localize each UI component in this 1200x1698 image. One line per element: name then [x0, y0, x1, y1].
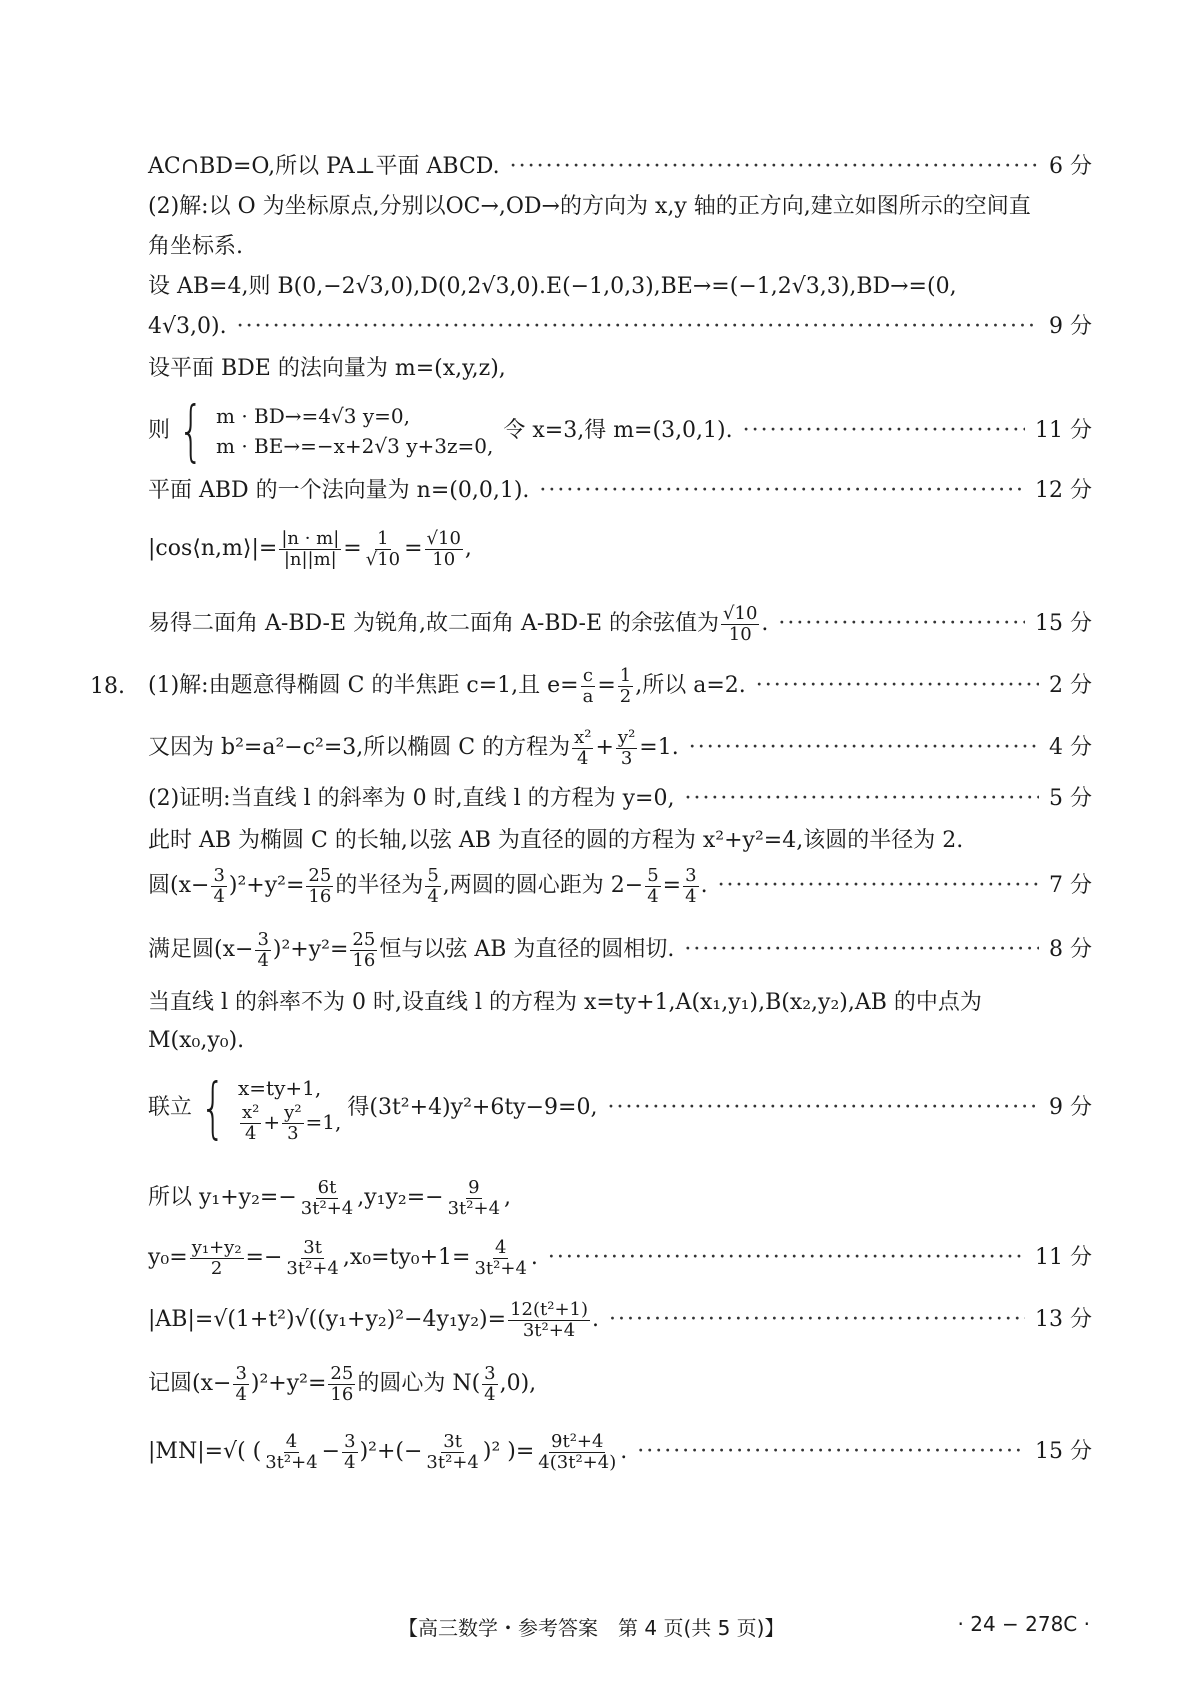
fraction: $\frac{|n \cdot m|}{|n||m|}$ [281, 527, 340, 570]
line-17 [148, 988, 1092, 1018]
line-text: y₀= [148, 1245, 188, 1270]
score: 7 分 [1049, 873, 1092, 898]
leader-dots [609, 1305, 1025, 1335]
line-10: 易得二面角 A-BD-E 为锐角,故二面角 A-BD-E 的余弦值为 $\frac{√10}{10}$ . ····· 15 分 [148, 602, 1092, 646]
line-11: (1)解:由题意得椭圆 C 的半焦距 c=1,且 e= $\frac{c}{a}$ = $\frac{1}{2}$ ,所以 a=2. ····· 2 分 [148, 664, 1092, 708]
fraction: $\frac{25}{16}$ [308, 864, 332, 907]
fraction: $\frac{\text{y²}}{3}$ [617, 726, 636, 769]
line-text: 联立 [148, 1095, 193, 1120]
line-23: 记圆(x− $\frac{3}{4}$ )²+y²= $\frac{25}{16}$ 的圆心为 N( $\frac{3}{4}$ ,0), [148, 1362, 537, 1405]
line-text: 角坐标系. [148, 234, 243, 259]
line-text: M(x₀,y₀). [148, 1028, 245, 1053]
line-22: |AB|=√(1+t²)√((y₁+y₂)²−4y₁y₂)= $\frac{\text{12(t²+1)}}{\text{3t²+4}}$ . ····· 13 分 [148, 1298, 1092, 1342]
line-text: AC∩BD=O,所以 PA⊥平面 ABCD. [148, 154, 500, 179]
leader-dots [548, 1243, 1025, 1273]
question-number: 18. [90, 674, 125, 699]
score: 8 分 [1049, 937, 1092, 962]
fraction: $\frac{25}{16}$ [330, 1362, 354, 1405]
fraction: $\frac{1}{2}$ [619, 664, 632, 707]
score: 11 分 [1035, 418, 1092, 443]
fraction: $\frac{3}{4}$ [235, 1362, 247, 1405]
fraction: $\frac{4}{\text{3t²+4}}$ [474, 1236, 527, 1279]
leader-dots [237, 312, 1039, 342]
line-text: |cos⟨n,m⟩|= [148, 536, 278, 561]
page-footer [0, 1612, 1200, 1646]
score: 9 分 [1049, 1095, 1092, 1120]
fraction: $\frac{6t}{\text{3t²+4}}$ [300, 1176, 354, 1219]
leader-dots [756, 671, 1039, 701]
footer-page-info: 【高三数学・参考答案 第 4 页(共 5 页)】 [398, 1616, 785, 1640]
line-20: 所以 y₁+y₂=− $\frac{6t}{\text{3t²+4}}$ ,y₁y₂=− $\frac{9}{\text{3t²+4}}$ , [148, 1176, 512, 1219]
fraction: $\frac{9}{\text{3t²+4}}$ [447, 1176, 501, 1219]
line-6 [148, 354, 1092, 384]
leader-dots [637, 1437, 1025, 1467]
score: 15 分 [1035, 1439, 1092, 1464]
fraction: $\frac{1}{√10}$ [365, 527, 401, 570]
score: 6 分 [1049, 154, 1092, 179]
fraction: $\frac{5}{4}$ [647, 864, 659, 907]
score: 11 分 [1035, 1245, 1092, 1270]
line-text: 当直线 l 的斜率不为 0 时,设直线 l 的方程为 x=ty+1,A(x₁,y₁),B(x₂,y₂),AB 的中点为 [148, 990, 982, 1015]
leader-dots [607, 1093, 1039, 1123]
score: 4 分 [1049, 735, 1092, 760]
then-label: 则 [148, 418, 171, 443]
line-text: (2)解:以 O 为坐标原点,分别以OC→,OD→的方向为 x,y 轴的正方向,建立如图所示的空间直 [148, 194, 1031, 219]
line-text: (1)解:由题意得椭圆 C 的半焦距 c=1,且 e= [148, 673, 579, 698]
system-row-1: m · BD→=4√3 y=0, [216, 404, 410, 428]
equation-system [192, 1069, 342, 1146]
line-text: 圆(x− [148, 873, 210, 898]
score: 5 分 [1049, 786, 1092, 811]
score: 13 分 [1035, 1307, 1092, 1332]
line-12: 又因为 b²=a²−c²=3,所以椭圆 C 的方程为 $\frac{\text{x²}}{4}$ + $\frac{\text{y²}}{3}$ =1. ····· 4 分 [148, 726, 1092, 770]
line-1 [148, 152, 1092, 182]
leader-dots [778, 609, 1025, 639]
leader-dots [684, 784, 1039, 814]
system-row-2: $\frac{\text{x²}}{4}$ + $\frac{\text{y²}}{3}$ =1, [242, 1101, 342, 1144]
line-14 [148, 826, 1092, 856]
fraction: $\frac{25}{16}$ [352, 928, 376, 971]
leader-dots [510, 152, 1039, 182]
line-19 [148, 1068, 1092, 1148]
fraction: $\frac{3}{4}$ [344, 1430, 356, 1473]
leader-dots [689, 733, 1039, 763]
line-text: 设平面 BDE 的法向量为 m=(x,y,z), [148, 356, 506, 381]
leader-dots [684, 935, 1039, 965]
line-text: 4√3,0). [148, 314, 227, 339]
score: 12 分 [1035, 478, 1092, 503]
line-text: 所以 y₁+y₂=− [148, 1185, 297, 1210]
footer-code: · 24 − 278C · [957, 1612, 1090, 1636]
score: 15 分 [1035, 611, 1092, 636]
fraction: $\frac{3t}{\text{3t²+4}}$ [426, 1430, 479, 1473]
fraction: $\frac{3}{4}$ [213, 864, 225, 907]
line-4 [148, 272, 1092, 302]
line-text: 平面 ABD 的一个法向量为 n=(0,0,1). [148, 478, 530, 503]
left-brace: { [178, 392, 204, 469]
line-cos: |cos⟨n,m⟩|= $\frac{|n \cdot m|}{|n||m|}$ = $\frac{1}{√10}$ = $\frac{√10}{10}$ , [148, 527, 472, 570]
line-text: 满足圆(x− [148, 937, 254, 962]
fraction: $\frac{\text{x²}}{4}$ [574, 726, 592, 769]
leader-dots [743, 416, 1025, 446]
fraction: $\frac{3}{4}$ [257, 928, 269, 971]
fraction: $\frac{3t}{\text{3t²+4}}$ [286, 1236, 339, 1279]
line-8 [148, 476, 1092, 506]
fraction: $\frac{5}{4}$ [427, 864, 439, 907]
line-16: 满足圆(x− $\frac{3}{4}$ )²+y²= $\frac{25}{16}$ 恒与以弦 AB 为直径的圆相切. ····· 8 分 [148, 928, 1092, 972]
line-text: 此时 AB 为椭圆 C 的长轴,以弦 AB 为直径的圆的方程为 x²+y²=4,该圆的半径为 2. [148, 828, 964, 853]
line-15: 圆(x− $\frac{3}{4}$ )²+y²= $\frac{25}{16}$ 的半径为 $\frac{5}{4}$ ,两圆的圆心距为 2− $\frac{5}{4}$ = $\frac{3}{4}$ . ····· 7 分 [148, 864, 1092, 908]
line-text: |AB|=√(1+t²)√((y₁+y₂)²−4y₁y₂)= [148, 1307, 507, 1332]
line-text: 令 x=3,得 m=(3,0,1). [503, 418, 733, 443]
line-text: 得(3t²+4)y²+6ty−9=0, [347, 1095, 598, 1120]
fraction: $\frac{\text{y₁+y₂}}{2}$ [191, 1236, 242, 1279]
fraction: $\frac{√10}{10}$ [723, 602, 758, 645]
fraction: $\frac{3}{4}$ [484, 1362, 496, 1405]
line-2 [148, 192, 1092, 222]
system-row-2: m · BE→=−x+2√3 y+3z=0, [216, 434, 494, 458]
line-24: |MN|= √( ( $\frac{4}{\text{3t²+4}}$ − $\frac{3}{4}$ )²+(− $\frac{3t}{\text{3t²+4}}$ )² )= $\frac{\text{9t²+4}}{\text{4(3t²+4)}}$ . ····· 15 分 [148, 1428, 1092, 1476]
line-21: y₀= $\frac{\text{y₁+y₂}}{2}$ =− $\frac{3t}{\text{3t²+4}}$ ,x₀=ty₀+1= $\frac{4}{\text{3t²+4}}$ . ····· 11 分 [148, 1236, 1092, 1280]
fraction: $\frac{\text{12(t²+1)}}{\text{3t²+4}}$ [510, 1298, 588, 1341]
score: 2 分 [1049, 673, 1092, 698]
line-text: (2)证明:当直线 l 的斜率为 0 时,直线 l 的方程为 y=0, [148, 786, 675, 811]
line-text: 易得二面角 A-BD-E 为锐角,故二面角 A-BD-E 的余弦值为 [148, 611, 720, 636]
score: 9 分 [1049, 314, 1092, 339]
equation-system [170, 392, 494, 469]
line-text: 又因为 b²=a²−c²=3,所以椭圆 C 的方程为 [148, 735, 571, 760]
leader-dots [539, 476, 1025, 506]
fraction: $\frac{√10}{10}$ [426, 527, 461, 570]
fraction: $\frac{c}{a}$ [582, 664, 594, 707]
left-brace: { [200, 1069, 226, 1146]
line-18 [148, 1026, 1092, 1056]
fraction: $\frac{4}{\text{3t²+4}}$ [265, 1430, 318, 1473]
fraction: $\frac{3}{4}$ [685, 864, 697, 907]
line-5 [148, 312, 1092, 342]
line-text: 记圆(x− [148, 1371, 232, 1396]
line-13 [148, 784, 1092, 814]
line-text: 设 AB=4,则 B(0,−2√3,0),D(0,2√3,0).E(−1,0,3),BE→=(−1,2√3,3),BD→=(0, [148, 274, 957, 299]
system-row-1: x=ty+1, [238, 1075, 322, 1100]
line-text: |MN|= [148, 1439, 224, 1464]
fraction: $\frac{\text{9t²+4}}{\text{4(3t²+4)}}$ [538, 1430, 617, 1473]
line-3 [148, 232, 1092, 262]
leader-dots [718, 871, 1039, 901]
line-system [148, 392, 1092, 469]
